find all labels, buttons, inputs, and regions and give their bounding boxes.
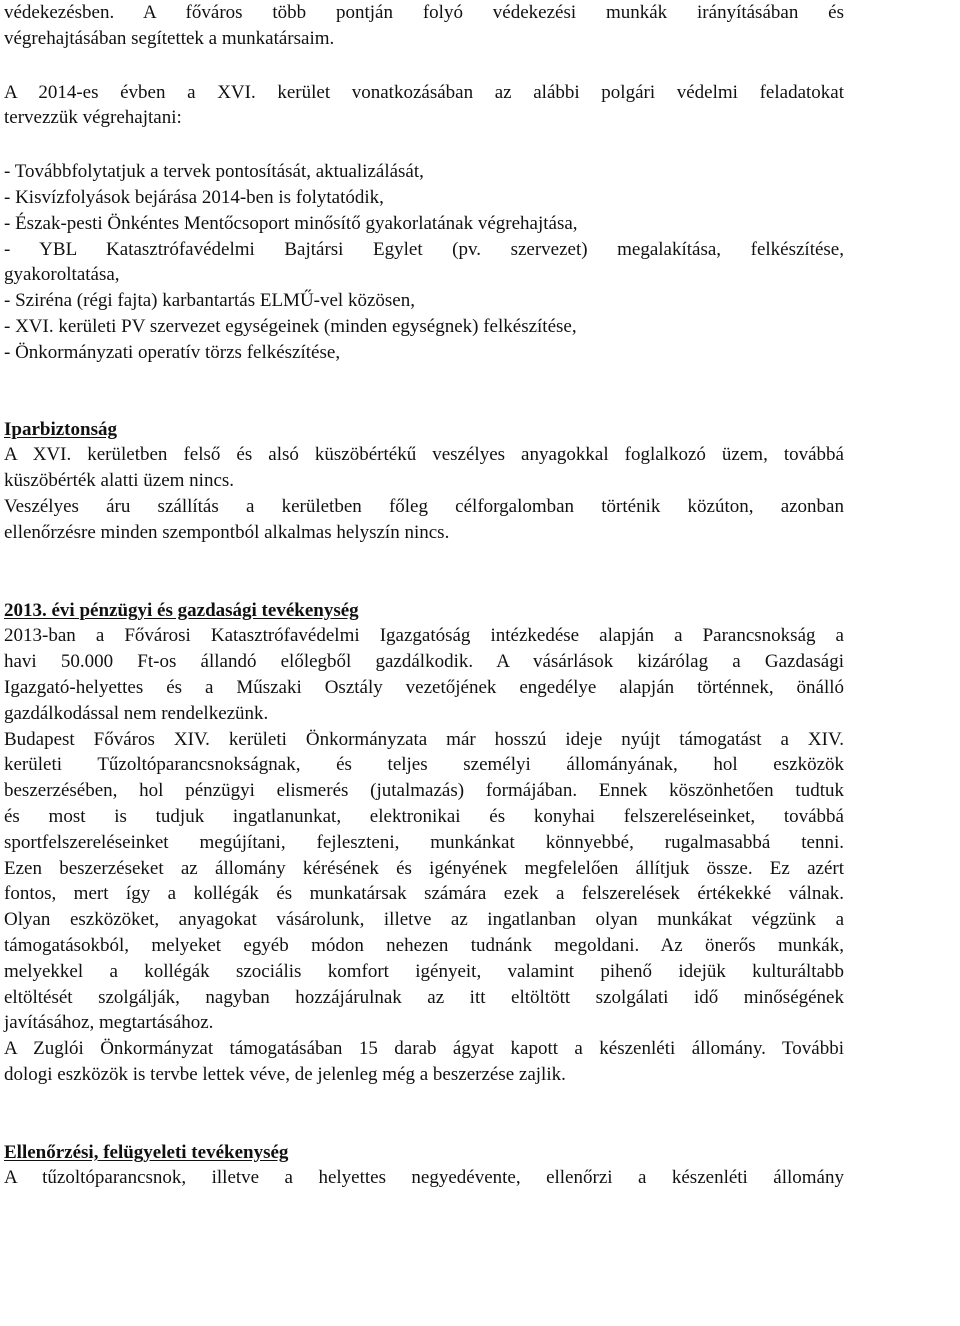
body-line: havi 50.000 Ft-os állandó előlegből gazdálkodik. A vásárlások kizárólag a Gazdasági (4, 651, 844, 673)
plan-line-1: A 2014-es évben a XVI. kerület vonatkozásában az alábbi polgári védelmi feladatokat (4, 81, 844, 103)
body-line: és most is tudjuk ingatlanunkat, elektronikai és konyhai felszereléseinket, továbbá (4, 805, 844, 827)
body-line: támogatásokból, melyeket egyéb módon nehezen tudnánk megoldani. Az önerős munkák, (4, 934, 844, 956)
body-line: Veszélyes áru szállítás a kerületben főleg célforgalomban történik közúton, azonban (4, 495, 844, 517)
plan-item: - Sziréna (régi fajta) karbantartás ELMŰ-vel közösen, (4, 290, 415, 312)
section-heading-iparbiztonsag: Iparbiztonság (4, 418, 117, 440)
plan-item: - YBL Katasztrófavédelmi Bajtársi Egylet (pv. szervezet) megalakítása, felkészítése, (4, 238, 844, 260)
body-line: A Zuglói Önkormányzat támogatásában 15 darab ágyat kapott a készenléti állomány. További (4, 1038, 844, 1060)
body-line: gazdálkodással nem rendelkezünk. (4, 702, 269, 724)
intro-line-1: védekezésben. A főváros több pontján folyó védekezési munkák irányításában és (4, 2, 844, 23)
section-heading-ellenorzes: Ellenőrzési, felügyeleti tevékenység (4, 1141, 289, 1163)
section-heading-penzugy: 2013. évi pénzügyi és gazdasági tevékenység (4, 599, 359, 621)
body-line: sportfelszereléseinket megújítani, fejleszteni, munkánkat könnyebbé, rugalmasabbá tenni. (4, 831, 844, 853)
body-line: dologi eszközök is tervbe lettek véve, de jelenleg még a beszerzése zajlik. (4, 1063, 566, 1085)
body-line: eltöltését szolgálják, nagyban hozzájárulnak az itt eltöltött szolgálati idő minőségének (4, 986, 844, 1008)
body-line: melyekkel a kollégák szociális komfort igényeit, valamint pihenő idejük kulturáltabb (4, 960, 844, 982)
body-line: fontos, mert így a kollégák és munkatársak számára ezek a felszerelések értékekké válnak. (4, 883, 844, 905)
plan-item: - Észak-pesti Önkéntes Mentőcsoport minősítő gyakorlatának végrehajtása, (4, 212, 578, 234)
body-line: A XVI. kerületben felső és alsó küszöbértékű veszélyes anyagokkal foglalkozó üzem, továbbá (4, 444, 844, 466)
plan-item: - Kisvízfolyások bejárása 2014-ben is folytatódik, (4, 186, 384, 208)
spacer (4, 131, 844, 159)
spacer (4, 366, 844, 417)
body-line: Igazgató-helyettes és a Műszaki Osztály vezetőjének engedélye alapján történnek, önálló (4, 676, 844, 698)
plan-item: - Továbbfolytatjuk a tervek pontosítását, aktualizálását, (4, 161, 424, 183)
plan-item: - Önkormányzati operatív törzs felkészítése, (4, 341, 341, 363)
body-line: küszöbérték alatti üzem nincs. (4, 470, 235, 492)
intro-line-2: végrehajtásában segítettek a munkatársaim. (4, 27, 335, 49)
body-line: beszerzésében, hol pénzügyi elismerés (jutalmazás) formájában. Ennek köszönhetően tudtuk (4, 780, 844, 802)
body-line: ellenőrzésre minden szempontból alkalmas helyszín nincs. (4, 521, 450, 543)
body-line: kerületi Tűzoltóparancsnokságnak, és teljes személyi állományának, hol eszközök (4, 754, 844, 776)
body-line: javításához, megtartásához. (4, 1012, 214, 1034)
plan-line-2: tervezzük végrehajtani: (4, 107, 182, 129)
spacer (4, 1088, 844, 1140)
document-page (4, 0, 844, 1191)
body-line: 2013-ban a Fővárosi Katasztrófavédelmi Igazgatóság intézkedése alapján a Parancsnokság a (4, 625, 844, 647)
body-line: A tűzoltóparancsnok, illetve a helyettes negyedévente, ellenőrzi a készenléti állomány (4, 1167, 844, 1189)
spacer (4, 52, 844, 80)
body-line: Olyan eszközöket, anyagokat vásárolunk, illetve az ingatlanban olyan munkákat végzünk a (4, 909, 844, 931)
plan-item: - XVI. kerületi PV szervezet egységeinek (minden egységnek) felkészítése, (4, 315, 577, 337)
plan-item: gyakoroltatása, (4, 264, 120, 286)
spacer (4, 546, 844, 598)
body-line: Ezen beszerzéseket az állomány kérésének és igényének megfelelően állítjuk össze. Ez azért (4, 857, 844, 879)
body-line: Budapest Főváros XIV. kerületi Önkormányzata már hosszú ideje nyújt támogatást a XIV. (4, 728, 844, 750)
